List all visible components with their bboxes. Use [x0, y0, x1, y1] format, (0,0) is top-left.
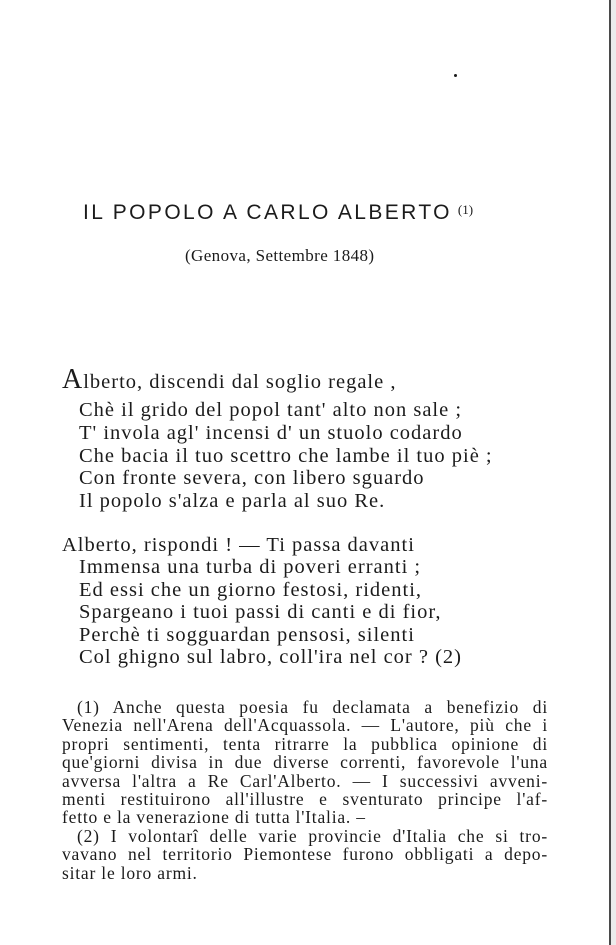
- footnote-1: [62, 698, 548, 827]
- poem-title-text: IL POPOLO A CARLO ALBERTO: [83, 201, 452, 224]
- verse-line: Chè il grido del popol tant' alto non sale ;: [79, 399, 463, 421]
- footnote-line: Venezia nell'Arena dell'Acquassola. — L'autore, più che i: [62, 715, 548, 736]
- verse-line: Col ghigno sul labro, coll'ira nel cor ? (2): [79, 646, 463, 669]
- verse-line: Alberto, rispondi ! — Ti passa davanti: [62, 534, 415, 556]
- stanza-1: [62, 366, 493, 513]
- page-edge-band: [611, 0, 616, 945]
- verse-line: Spargeano i tuoi passi di canti e di fior,: [79, 601, 442, 624]
- poem-subtitle: (Genova, Settembre 1848): [185, 246, 375, 265]
- scan-speck: [454, 74, 457, 77]
- verse-line: Immensa una turba di poveri erranti ;: [79, 556, 422, 579]
- verse-line: Che bacia il tuo scettro che lambe il tuo piè ;: [79, 444, 493, 467]
- verse-line: T' invola agl' incensi d' un stuolo codardo: [79, 421, 463, 444]
- page-edge-line: [609, 0, 611, 945]
- verse-line-with-initial: Alberto, discendi dal soglio regale ,: [62, 364, 397, 395]
- poem-title: [83, 201, 473, 227]
- footnotes: [62, 698, 548, 882]
- footnote-line: sitar le loro armi.: [62, 862, 198, 883]
- verse-line: Il popolo s'alza e parla al suo Re.: [79, 490, 386, 512]
- verse-line: Perchè ti sogguardan pensosi, silenti: [79, 623, 415, 646]
- verse-line: Con fronte severa, con libero sguardo: [79, 467, 425, 490]
- footnote-line: fetto e la venerazione di tutta l'Italia. –: [62, 807, 366, 828]
- stanza-2: [62, 534, 462, 668]
- footnote-line: propri sentimenti, tenta ritrarre la pubblica opinione di: [62, 733, 548, 754]
- footnote-line: (2) I volontarî delle varie provincie d'Italia che si tro-: [77, 825, 548, 846]
- footnote-line: avversa l'altra a Re Carl'Alberto. — I successivi avveni-: [62, 770, 548, 791]
- title-footnote-ref: (1): [457, 202, 474, 217]
- footnote-line: menti restituirono all'illustre e sventurato principe l'af-: [62, 789, 548, 810]
- verse-line: Ed essi che un giorno festosi, ridenti,: [79, 578, 423, 601]
- footnote-line: (1) Anche questa poesia fu declamata a benefizio di: [77, 697, 548, 717]
- footnote-line: que'giorni divisa in due diverse correnti, favorevole l'una: [62, 752, 548, 773]
- footnote-2: [62, 827, 548, 882]
- footnote-line: vavano nel territorio Piemontese furono obbligati a depo-: [62, 844, 548, 865]
